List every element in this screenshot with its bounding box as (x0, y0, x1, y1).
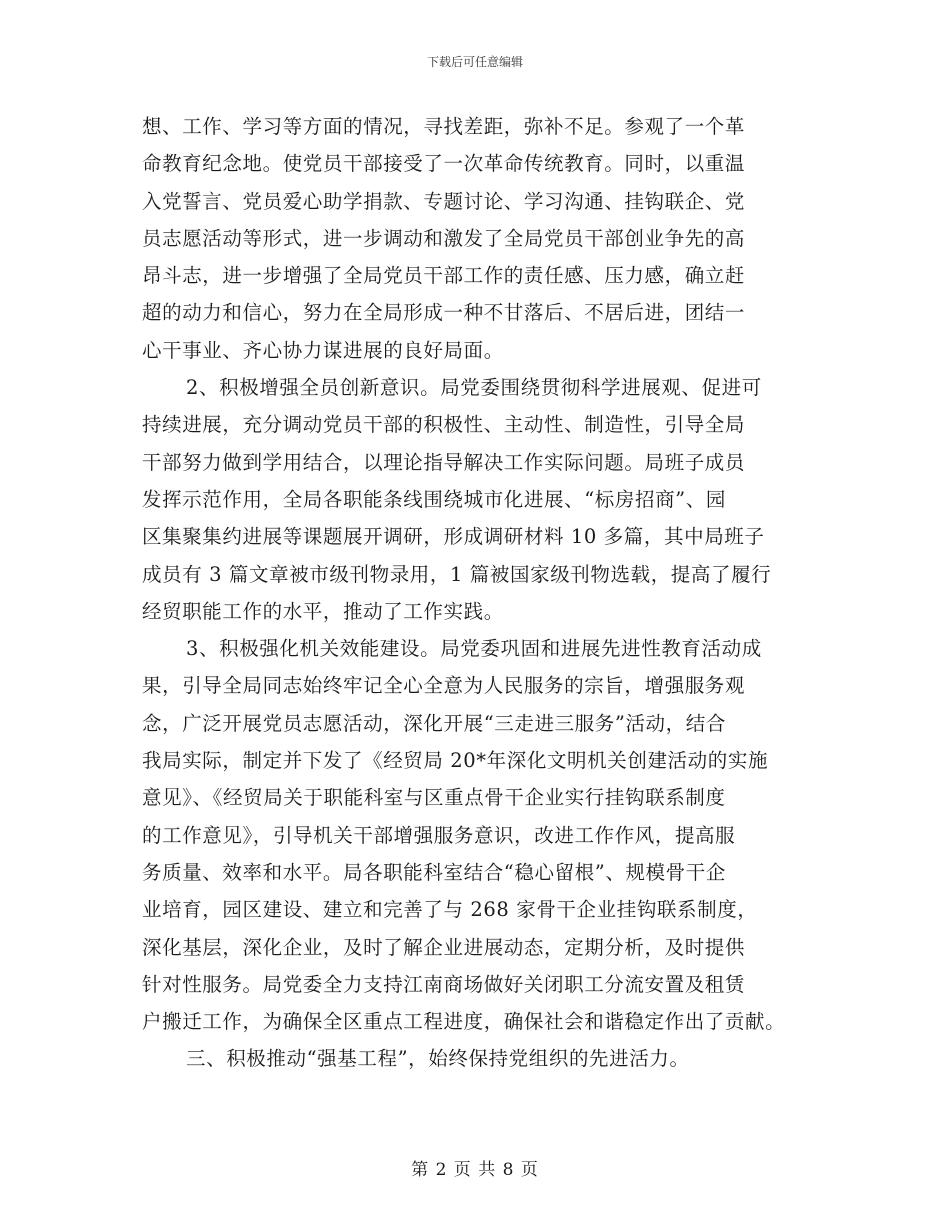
paragraph-line: 区集聚集约进展等课题展开调研，形成调研材料 10 多篇，其中局班子 (142, 525, 765, 549)
section-heading-3: 三、积极推动“强基工程”，始终保持党组织的先进活力。 (186, 1047, 690, 1071)
paragraph-line: 的工作意见》，引导机关干部增强服务意识，改进工作作风，提高服 (142, 823, 736, 847)
paragraph-line: 经贸职能工作的水平，推动了工作实践。 (142, 599, 504, 623)
paragraph-line: 昂斗志，进一步增强了全局党员干部工作的责任感、压力感，确立赶 (142, 264, 746, 288)
paragraph-line: 入党誓言、党员爱心助学捐款、专题讨论、学习沟通、挂钩联企、党 (142, 189, 746, 213)
paragraph-line: 命教育纪念地。使党员干部接受了一次革命传统教育。同时，以重温 (142, 152, 746, 176)
paragraph-heading-2: 2、积极增强全员创新意识。局党委围绕贯彻科学进展观、促进可 (186, 376, 762, 400)
paragraph-line: 念，广泛开展党员志愿活动，深化开展“三走进三服务”活动，结合 (142, 711, 726, 735)
paragraph-line: 果，引导全局同志始终牢记全心全意为人民服务的宗旨，增强服务观 (142, 674, 746, 698)
page-number: 第 2 页 共 8 页 (411, 1160, 539, 1180)
paragraph-line: 我局实际，制定并下发了《经贸局 20*年深化文明机关创建活动的实施 (142, 749, 769, 773)
paragraph-line: 户搬迁工作，为确保全区重点工程进度，确保社会和谐稳定作出了贡献。 (142, 1010, 786, 1034)
paragraph-line: 心干事业、齐心协力谋进展的良好局面。 (142, 338, 504, 362)
header-note: 下载后可任意编辑 (426, 55, 523, 69)
paragraph-line: 超的动力和信心，努力在全局形成一种不甘落后、不居后进，团结一 (142, 301, 746, 325)
paragraph-line: 务质量、效率和水平。局各职能科室结合“稳心留根”、规模骨干企 (142, 860, 726, 884)
paragraph-line: 针对性服务。局党委全力支持江南商场做好关闭职工分流安置及租赁 (142, 972, 746, 996)
paragraph-line: 意见》、《经贸局关于职能科室与区重点骨干企业实行挂钩联系制度 (142, 786, 726, 810)
document-body (142, 108, 842, 1078)
paragraph-line: 发挥示范作用，全局各职能条线围绕城市化进展、“标房招商”、园 (142, 487, 726, 511)
paragraph-line: 想、工作、学习等方面的情况，寻找差距，弥补不足。参观了一个革 (142, 115, 746, 138)
paragraph-line: 员志愿活动等形式，进一步调动和激发了全局党员干部创业争先的高 (142, 226, 746, 250)
paragraph-line: 业培育，园区建设、建立和完善了与 268 家骨干企业挂钩联系制度， (142, 898, 758, 922)
paragraph-line: 成员有 3 篇文章被市级刊物录用，1 篇被国家级刊物选载，提高了履行 (142, 562, 772, 586)
paragraph-line: 深化基层，深化企业，及时了解企业进展动态，定期分析，及时提供 (142, 935, 746, 959)
paragraph-heading-3: 3、积极强化机关效能建设。局党委巩固和进展先进性教育活动成 (186, 637, 762, 661)
paragraph-line: 干部努力做到学用结合，以理论指导解决工作实际问题。局班子成员 (142, 450, 746, 474)
paragraph-line: 持续进展，充分调动党员干部的积极性、主动性、制造性，引导全局 (142, 413, 746, 437)
